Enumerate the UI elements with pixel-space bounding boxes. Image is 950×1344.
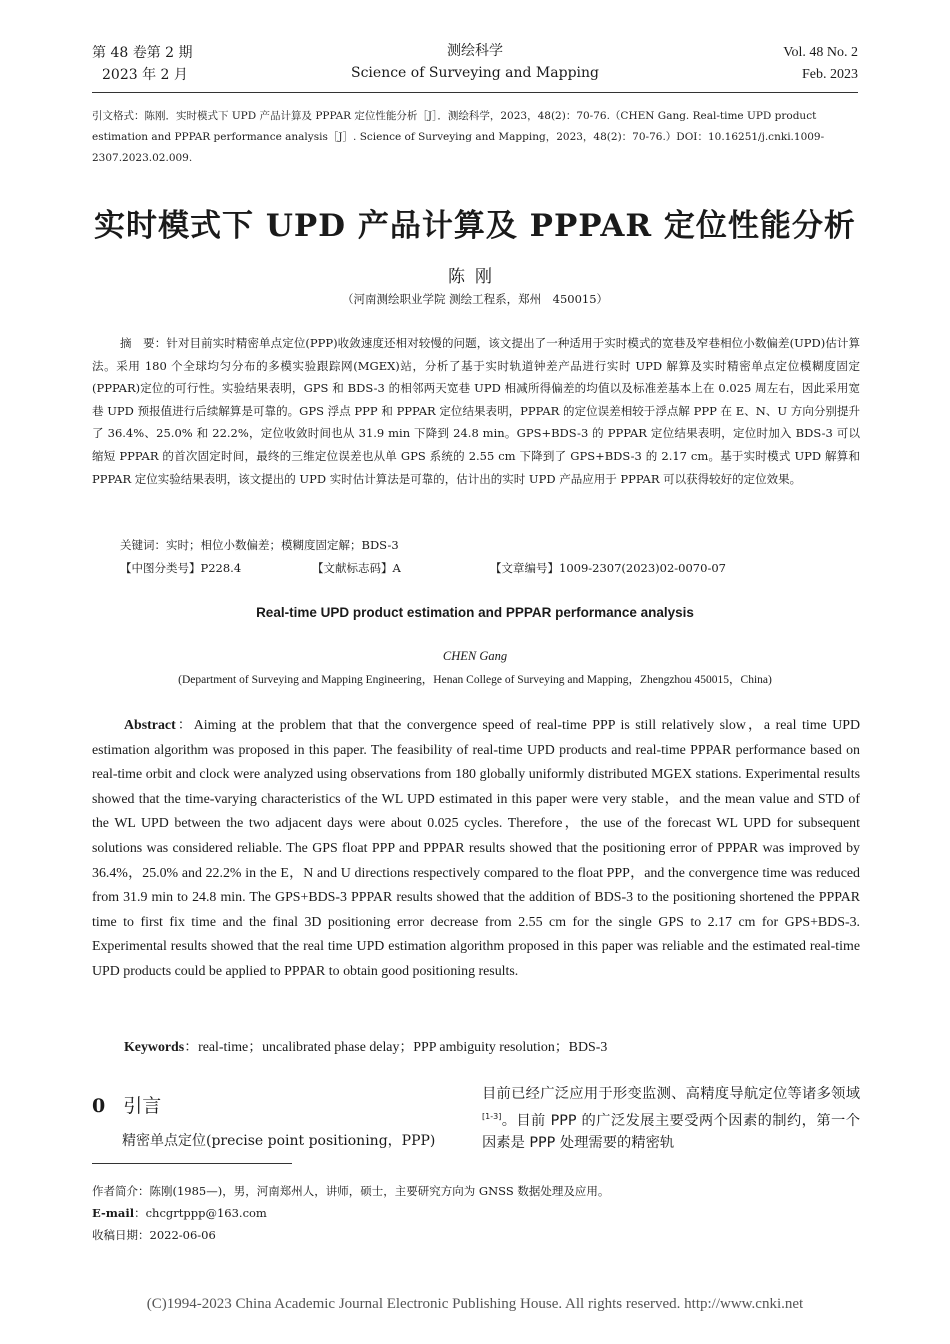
document-code: 【文献标志码】A: [312, 561, 401, 575]
affiliation-en: (Department of Surveying and Mapping Engineering，Henan College of Surveying and Mapping，Zhengzhou 450015，China): [178, 674, 772, 686]
copyright-notice: (C)1994-2023 China Academic Journal Electronic Publishing House. All rights reserved. http://www.cnki.net: [146, 1296, 804, 1312]
journal-name-cn: 测绘科学: [447, 43, 503, 59]
keywords-en-label: Keywords: [124, 1040, 185, 1055]
section-number: 0: [92, 1095, 106, 1117]
body-text-right-b: 。目前 PPP 的广泛发展主要受两个因素的制约，第一个因素是 PPP 处理需要的精密轨: [482, 1112, 860, 1151]
issue-date: 2023 年 2 月: [102, 67, 188, 83]
email-value: ：chcgrtppp@163.com: [134, 1206, 267, 1220]
volume-issue: 第 48 卷第 2 期: [92, 45, 193, 61]
clc-number: 【中图分类号】P228.4: [120, 561, 242, 575]
author-email: [92, 1202, 609, 1224]
body-text-right: [482, 1083, 860, 1154]
affiliation-cn: （河南测绘职业学院 测绘工程系，郑州 450015）: [341, 292, 609, 306]
footnote-divider: [92, 1163, 292, 1164]
journal-issue-en: [783, 42, 858, 86]
author-bio: 作者简介：陈刚(1985—)，男，河南郑州人，讲师，硕士，主要研究方向为 GNSS 数据处理及应用。: [92, 1184, 610, 1198]
citation-format: 引文格式：陈刚．实时模式下 UPD 产品计算及 PPPAR 定位性能分析［J］．测绘科学，2023，48(2)：70-76.（CHEN Gang. Real-time UPD product estimation and PPPAR performance analysis［J］. Science of Surveying and Mapping，2023，48(2)：70-76.）DOI：10.16251/j.cnki.1009-2307.2023.02.009.: [92, 110, 825, 164]
issue-date-en: Feb. 2023: [802, 67, 858, 82]
body-text-left: 精密单点定位(precise point positioning，PPP): [122, 1133, 436, 1149]
body-text-right-a: 目前已经广泛应用于形变监测、高精度导航定位等诸多领域: [482, 1086, 860, 1102]
author-en: CHEN Gang: [442, 649, 508, 663]
author-cn: 陈刚: [448, 267, 502, 287]
journal-name-en: Science of Surveying and Mapping: [351, 65, 599, 81]
paper-title-cn: 实时模式下 UPD 产品计算及 PPPAR 定位性能分析: [94, 208, 856, 244]
received-date: 收稿日期：2022-06-06: [92, 1228, 216, 1242]
section-title: 引言: [123, 1095, 162, 1117]
abstract-cn: 摘 要：针对目前实时精密单点定位(PPP)收敛速度还相对较慢的问题，该文提出了一种适用于实时模式的宽巷及窄巷相位小数偏差(UPD)估计算法。采用 180 个全球均匀分布的多模实验跟踪网(MGEX)站，分析了基于实时轨道钟差产品进行实时 UPD 解算及实时精密单点定位模糊度固定(PPPAR)定位的可行性。实验结果表明，GPS 和 BDS-3 的相邻两天宽巷 UPD 相减所得偏差的均值以及标准差基本上在 0.025 周左右，因此采用宽巷 UPD 预报值进行后续解算是可靠的。GPS 浮点 PPP 和 PPPAR 定位结果表明，PPPAR 的定位误差相较于浮点解 PPP 在 E、N、U 方向分别提升了 36.4%、25.0% 和 22.2%，定位收敛时间也从 31.9 min 下降到 24.8 min。GPS+BDS-3 的 PPPAR 定位结果表明，定位时加入 BDS-3 可以缩短 PPPAR 的首次固定时间，最终的三维定位误差也从单 GPS 系统的 2.55 cm 下降到了 GPS+BDS-3 的 2.17 cm。基于实时模式 UPD 解算和 PPPAR 定位实验结果表明，该文提出的 UPD 实时估计算法是可靠的，估计出的实时 UPD 产品应用于 PPPAR 可以获得较好的定位效果。: [92, 336, 860, 486]
reference-citation: [1-3]: [482, 1111, 502, 1121]
footnotes: [92, 1180, 609, 1246]
keywords-cn: 关键词：实时；相位小数偏差；模糊度固定解；BDS-3: [120, 538, 399, 552]
abstract-en: [92, 714, 860, 985]
keywords-en: [124, 1035, 607, 1056]
section-heading: [92, 1091, 161, 1118]
abstract-en-label: Abstract: [124, 718, 176, 733]
email-label: E-mail: [92, 1206, 135, 1220]
paper-title-en: Real-time UPD product estimation and PPPAR performance analysis: [256, 605, 694, 620]
keywords-en-text: ：real-time；uncalibrated phase delay；PPP ambiguity resolution；BDS-3: [184, 1040, 608, 1055]
volume-issue-en: Vol. 48 No. 2: [783, 45, 858, 60]
header-divider: [92, 92, 858, 93]
abstract-en-text: ：Aiming at the problem that that the convergence speed of real-time PPP is still relatively slow，a real time UPD estimation algorithm was proposed in this paper. The feasibility of real-time UPD products and real-time PPPAR performance based on real-time orbit and clock were analyzed using observations from 180 globally uniformly distributed MGEX stations. Experimental results showed that the time-varying characteristics of the WL UPD estimated in this paper were very stable，and the mean value and STD of the WL UPD between the two adjacent days were about 0.025 cycles. Therefore，the use of the forecast WL UPD for subsequent solutions was considered reliable. The GPS float PPP and PPPAR results showed that the positioning error of PPPAR was improved by 36.4%，25.0% and 22.2% in the E，N and U directions respectively compared to the float PPP，and the convergence time was reduced from 31.9 min to 24.8 min. The GPS+BDS-3 PPPAR results showed that the addition of BDS-3 to the positioning shortened the PPPAR time to first fix time and the final 3D positioning error decrease from 2.55 cm for the single GPS to 2.17 cm for GPS+BDS-3. Experimental results showed that the real time UPD estimation algorithm proposed in this paper was reliable and the estimated real-time UPD products could be applied to PPPAR to obtain good positioning results.: [92, 718, 860, 979]
article-number: 【文章编号】1009-2307(2023)02-0070-07: [490, 561, 726, 575]
